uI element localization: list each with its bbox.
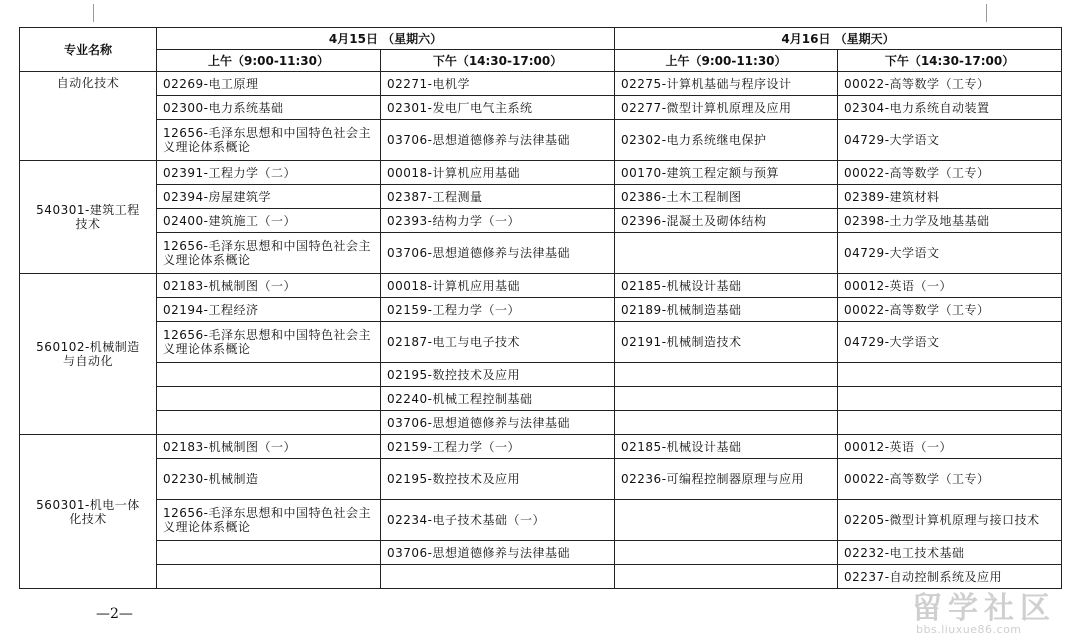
table-row [20, 322, 1062, 363]
course-cell: 12656-毛泽东思想和中国特色社会主义理论体系概论 [157, 322, 381, 363]
course-cell: 02387-工程测量 [381, 185, 615, 209]
margin-corner-mark-right [986, 4, 987, 22]
course-cell: 02236-可编程控制器原理与应用 [615, 459, 838, 500]
course-cell: 12656-毛泽东思想和中国特色社会主义理论体系概论 [157, 233, 381, 274]
course-cell: 02269-电工原理 [157, 72, 381, 96]
course-cell [157, 411, 381, 435]
course-cell: 02205-微型计算机原理与接口技术 [838, 500, 1062, 541]
major-name-cell: 自动化技术 [20, 72, 157, 161]
course-cell: 02391-工程力学（二） [157, 161, 381, 185]
course-cell: 02185-机械设计基础 [615, 435, 838, 459]
course-cell: 02394-房屋建筑学 [157, 185, 381, 209]
course-cell: 02240-机械工程控制基础 [381, 387, 615, 411]
course-cell: 02159-工程力学（一） [381, 298, 615, 322]
course-cell: 12656-毛泽东思想和中国特色社会主义理论体系概论 [157, 500, 381, 541]
table-row [20, 274, 1062, 298]
header-day1-pm: 下午（14:30-17:00） [381, 50, 615, 72]
watermark-url: bbs.liuxue86.com [916, 623, 1022, 636]
course-cell [157, 363, 381, 387]
course-cell: 04729-大学语文 [838, 233, 1062, 274]
table-row [20, 363, 1062, 387]
table-row [20, 185, 1062, 209]
course-cell: 00022-高等数学（工专） [838, 298, 1062, 322]
watermark-logo-text: 留学社区 [912, 591, 1056, 626]
course-cell: 02189-机械制造基础 [615, 298, 838, 322]
course-cell: 02187-电工与电子技术 [381, 322, 615, 363]
table-row [20, 209, 1062, 233]
table-row [20, 387, 1062, 411]
course-cell: 00022-高等数学（工专） [838, 72, 1062, 96]
course-cell: 02183-机械制图（一） [157, 274, 381, 298]
course-cell: 04729-大学语文 [838, 120, 1062, 161]
course-cell: 02277-微型计算机原理及应用 [615, 96, 838, 120]
major-name-cell: 560102-机械制造与自动化 [20, 274, 157, 435]
course-cell: 00012-英语（一） [838, 435, 1062, 459]
header-day2-pm: 下午（14:30-17:00） [838, 50, 1062, 72]
course-cell [157, 387, 381, 411]
table-row [20, 72, 1062, 96]
course-cell: 04729-大学语文 [838, 322, 1062, 363]
course-cell: 02185-机械设计基础 [615, 274, 838, 298]
course-cell [838, 363, 1062, 387]
course-cell: 02300-电力系统基础 [157, 96, 381, 120]
table-row [20, 411, 1062, 435]
table-row [20, 161, 1062, 185]
course-cell: 02304-电力系统自动装置 [838, 96, 1062, 120]
course-cell: 02302-电力系统继电保护 [615, 120, 838, 161]
course-cell: 03706-思想道德修养与法律基础 [381, 120, 615, 161]
course-cell: 02386-土木工程制图 [615, 185, 838, 209]
course-cell [615, 541, 838, 565]
header-day-1: 4月15日 （星期六） [157, 28, 615, 50]
site-watermark [900, 583, 1070, 639]
course-cell: 02393-结构力学（一） [381, 209, 615, 233]
course-cell: 00022-高等数学（工专） [838, 161, 1062, 185]
schedule-body [20, 72, 1062, 589]
course-cell: 02183-机械制图（一） [157, 435, 381, 459]
course-cell: 12656-毛泽东思想和中国特色社会主义理论体系概论 [157, 120, 381, 161]
course-cell: 00170-建筑工程定额与预算 [615, 161, 838, 185]
course-cell: 02191-机械制造技术 [615, 322, 838, 363]
course-cell: 02389-建筑材料 [838, 185, 1062, 209]
course-cell: 02234-电子技术基础（一） [381, 500, 615, 541]
major-name-cell: 540301-建筑工程技术 [20, 161, 157, 274]
course-cell: 02398-土力学及地基基础 [838, 209, 1062, 233]
course-cell [615, 565, 838, 589]
course-cell: 02237-自动控制系统及应用 [838, 565, 1062, 589]
course-cell [381, 565, 615, 589]
header-major-name: 专业名称 [20, 28, 157, 72]
course-cell: 02230-机械制造 [157, 459, 381, 500]
course-cell [157, 541, 381, 565]
table-row [20, 500, 1062, 541]
course-cell: 00018-计算机应用基础 [381, 274, 615, 298]
table-row [20, 233, 1062, 274]
course-cell: 02232-电工技术基础 [838, 541, 1062, 565]
course-cell [838, 387, 1062, 411]
course-cell [838, 411, 1062, 435]
table-row [20, 96, 1062, 120]
course-cell [615, 363, 838, 387]
course-cell [615, 387, 838, 411]
course-cell [615, 500, 838, 541]
course-cell [157, 565, 381, 589]
course-cell [615, 411, 838, 435]
course-cell: 00012-英语（一） [838, 274, 1062, 298]
course-cell: 02195-数控技术及应用 [381, 459, 615, 500]
course-cell: 00022-高等数学（工专） [838, 459, 1062, 500]
table-row [20, 541, 1062, 565]
course-cell [615, 233, 838, 274]
course-cell: 02159-工程力学（一） [381, 435, 615, 459]
table-row [20, 298, 1062, 322]
course-cell: 03706-思想道德修养与法律基础 [381, 233, 615, 274]
header-day-2: 4月16日 （星期天） [615, 28, 1062, 50]
major-name-cell: 560301-机电一体化技术 [20, 435, 157, 589]
header-day1-am: 上午（9:00-11:30） [157, 50, 381, 72]
header-day2-am: 上午（9:00-11:30） [615, 50, 838, 72]
course-cell: 02275-计算机基础与程序设计 [615, 72, 838, 96]
table-row [20, 435, 1062, 459]
course-cell: 02194-工程经济 [157, 298, 381, 322]
page-number: —2— [96, 606, 133, 622]
course-cell: 02271-电机学 [381, 72, 615, 96]
course-cell: 02396-混凝土及砌体结构 [615, 209, 838, 233]
table-row [20, 459, 1062, 500]
margin-corner-mark-left [93, 4, 94, 22]
table-row [20, 120, 1062, 161]
course-cell: 03706-思想道德修养与法律基础 [381, 541, 615, 565]
course-cell: 00018-计算机应用基础 [381, 161, 615, 185]
header-row-sessions [20, 50, 1062, 72]
course-cell: 02195-数控技术及应用 [381, 363, 615, 387]
header-row-days [20, 28, 1062, 50]
course-cell: 02301-发电厂电气主系统 [381, 96, 615, 120]
exam-schedule-table [19, 27, 1062, 589]
course-cell: 02400-建筑施工（一） [157, 209, 381, 233]
course-cell: 03706-思想道德修养与法律基础 [381, 411, 615, 435]
